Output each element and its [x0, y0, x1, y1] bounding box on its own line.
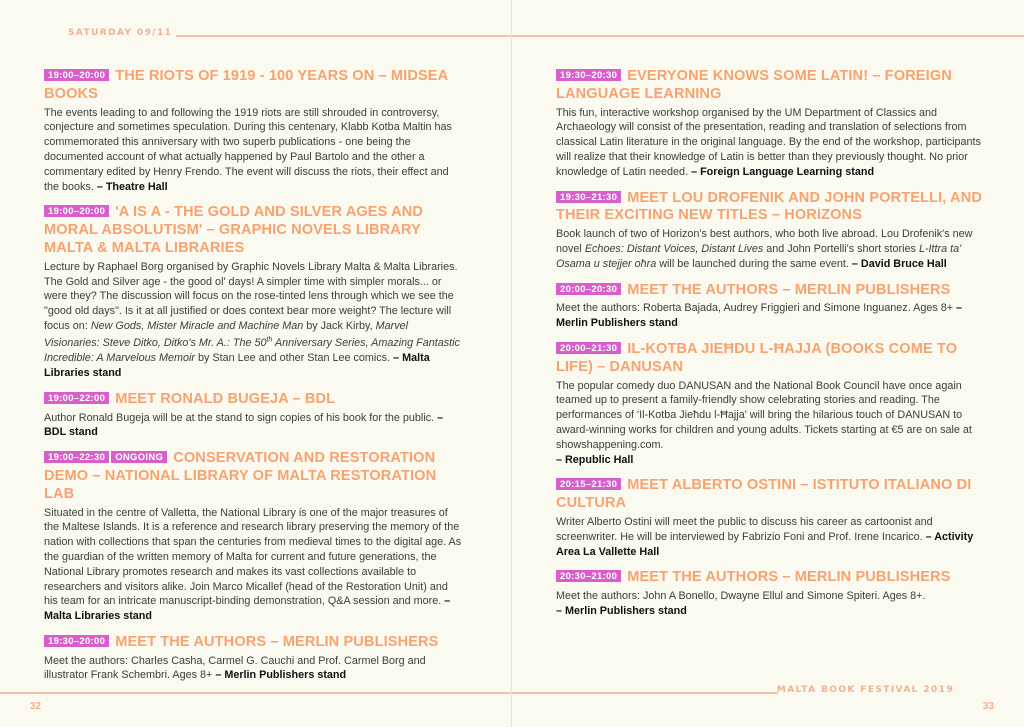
time-badge: 19:30–21:30 — [556, 191, 621, 203]
event-drofenik-portelli — [556, 190, 992, 272]
event-description: Book launch of two of Horizon's best authors, who both live abroad. Lou Drofenik's new novel Echoes: Distant Voices, Distant Lives and John Portelli's short stories L-Ittra ta' Osama u stejjer oħra will be launched during the same event. – David Bruce Hall — [556, 228, 973, 270]
event-ronald-bugeja — [44, 391, 464, 440]
event-description: Meet the authors: John A Bonello, Dwayne Ellul and Simone Spiteri. Ages 8+. – Merlin Publishers stand — [556, 590, 926, 617]
bottom-rule — [0, 692, 512, 694]
event-venue: – Malta Libraries stand — [44, 595, 451, 623]
event-description: Situated in the centre of Valletta, the National Library is one of the major treasures of the Maltese Islands. It is a reference and research library preserving the memory of the nation with collections that span the centuries from medieval times to the digital age. As the guardian of the written memory of Malta for current and future generations, the National Library promotes research and makes its vast collections available to researchers and visitors alike. Join Marco Micallef (head of the Restoration Unit) and his team for an intricate manuscript-binding demonstration, Q&A session and more. – Malta Libraries stand — [44, 506, 462, 623]
event-description: The events leading to and following the 1919 riots are still shrouded in controversy, conjecture and sometimes speculation. During this centenary, Klabb Kotba Maltin has commemorated this anniversary with two superb publications - one being the documented account of what actually happened by Paul Bartolo and the other a commentary edited by Henry Frendo. The event will discuss the riots, their effect and the books. – Theatre Hall — [44, 106, 452, 193]
event-heading — [44, 634, 464, 652]
book-title: L-Ittra ta' Osama u stejjer oħra — [556, 242, 962, 270]
book-title: New Gods, Mister Miracle and Machine Man — [90, 319, 304, 332]
event-venue: – BDL stand — [44, 411, 444, 439]
page-number: 32 — [30, 701, 42, 712]
book-title: Echoes: Distant Voices, Distant Lives — [584, 242, 764, 255]
event-title: MEET RONALD BUGEJA – BDL — [115, 390, 336, 407]
top-rule — [512, 35, 1024, 37]
right-page — [512, 0, 1024, 727]
event-heading — [556, 190, 992, 226]
event-venue: – David Bruce Hall — [851, 257, 947, 270]
top-rule — [176, 35, 512, 37]
time-badge: 20:00–21:30 — [556, 342, 621, 354]
event-description: Meet the authors: Roberta Bajada, Audrey Friggieri and Simone Inguanez. Ages 8+ – Merlin Publishers stand — [556, 302, 963, 330]
event-title: 'A IS A - THE GOLD AND SILVER AGES AND MORAL ABSOLUTISM' – GRAPHIC NOVELS LIBRARY MALTA & MALTA LIBRARIES — [44, 204, 423, 256]
event-venue: – Theatre Hall — [96, 180, 168, 193]
event-venue: – Merlin Publishers stand — [556, 604, 687, 617]
event-riots-1919 — [44, 68, 464, 194]
event-title: MEET THE AUTHORS – MERLIN PUBLISHERS — [115, 633, 439, 650]
event-heading — [556, 282, 992, 300]
event-venue: – Republic Hall — [556, 453, 634, 466]
event-gold-silver-ages — [44, 204, 464, 380]
event-alberto-ostini — [556, 477, 992, 559]
event-description: Writer Alberto Ostini will meet the public to discuss his career as cartoonist and screenwriter. He will be interviewed by Fabrizio Foni and Prof. Irene Incarico. – Activity Area La Vallette Hall — [556, 515, 974, 558]
event-venue: – Foreign Language Learning stand — [691, 165, 875, 178]
left-column — [44, 68, 464, 693]
event-latin-workshop — [556, 68, 992, 180]
event-heading — [556, 341, 992, 377]
day-label: SATURDAY 09/11 — [68, 28, 173, 38]
time-badge: 19:00–20:00 — [44, 69, 109, 81]
event-title: MEET LOU DROFENIK AND JOHN PORTELLI, AND THEIR EXCITING NEW TITLES – HORIZONS — [556, 189, 982, 224]
time-badge: 19:00–22:00 — [44, 392, 109, 404]
page-number: 33 — [982, 701, 994, 712]
event-title: MEET THE AUTHORS – MERLIN PUBLISHERS — [627, 569, 951, 586]
book-title: Marvel Visionaries: Steve Ditko, Ditko's Mr. A.: The 50th Anniversary Series, Amazing Fantastic Incredible: A Marvelous Memoir — [44, 319, 460, 365]
event-description: Author Ronald Bugeja will be at the stand to sign copies of his book for the public. – BDL stand — [44, 411, 444, 439]
event-title: CONSERVATION AND RESTORATION DEMO – NATIONAL LIBRARY OF MALTA RESTORATION LAB — [44, 450, 437, 502]
event-merlin-authors-2000 — [556, 282, 992, 331]
event-danusan — [556, 341, 992, 467]
event-venue: – Merlin Publishers stand — [215, 669, 347, 682]
event-description: Meet the authors: Charles Casha, Carmel G. Cauchi and Prof. Carmel Borg and illustrator Frank Schembri. Ages 8+ – Merlin Publishers stand — [44, 654, 426, 682]
event-heading — [44, 68, 464, 104]
event-merlin-authors-2030 — [556, 569, 992, 618]
event-description: The popular comedy duo DANUSAN and the National Book Council have once again teamed up to present a family-friendly show celebrating stories and reading. The performances of 'Il-Kotba Jieħdu l-Ħajja' will bring the hilarious touch of DANUSAN to award-winning works for children and young adults. Tickets starting at €5 are on sale at showshappening.com. – Republic Hall — [556, 379, 972, 466]
event-merlin-authors-1930 — [44, 634, 464, 683]
event-heading — [44, 204, 464, 257]
event-description: Lecture by Raphael Borg organised by Graphic Novels Library Malta & Malta Libraries. The Gold and Silver age - the good ol' days! A simpler time with simpler morals... or were they? The discussion will focus on the rose-tinted lens through which we see the "good old days". Is it at all justified or does context bear more weight? The lecture will focus on: New Gods, Mister Miracle and Machine Man by Jack Kirby, Marvel Visionaries: Steve Ditko, Ditko's Mr. A.: The 50th Anniversary Series, Amazing Fantastic Incredible: A Marvelous Memoir by Stan Lee and other Stan Lee comics. – Malta Libraries stand — [44, 260, 460, 379]
event-conservation-demo — [44, 450, 464, 624]
event-heading — [44, 450, 464, 503]
time-badge: 20:30–21:00 — [556, 570, 621, 582]
event-heading — [556, 569, 992, 587]
festival-label: MALTA BOOK FESTIVAL 2019 — [776, 685, 954, 695]
event-title: IL-KOTBA JIEĦDU L-ĦAJJA (BOOKS COME TO LIFE) – DANUSAN — [556, 340, 958, 375]
event-title: EVERYONE KNOWS SOME LATIN! – FOREIGN LANGUAGE LEARNING — [556, 68, 952, 102]
event-description: This fun, interactive workshop organised by the UM Department of Classics and Archaeology will consist of the presentation, reading and translation of selections from classical Latin literature in the original language. By the end of the workshop, participants will realize that their knowledge of Latin is better than they previously thought. No prior knowledge of Latin needed. – Foreign Language Learning stand — [556, 106, 981, 178]
event-heading — [556, 477, 992, 513]
time-badge: 19:00–20:00 — [44, 205, 109, 217]
event-venue: – Merlin Publishers stand — [556, 302, 963, 330]
time-badge: 20:00–20:30 — [556, 283, 621, 295]
event-title: MEET ALBERTO OSTINI – ISTITUTO ITALIANO DI CULTURA — [556, 477, 972, 512]
time-badge: 19:00–22:30 — [44, 451, 109, 463]
event-venue: – Malta Libraries stand — [44, 352, 430, 379]
time-badge: 19:30–20:30 — [556, 69, 621, 81]
event-heading — [556, 68, 992, 104]
bottom-rule — [512, 692, 778, 694]
event-title: THE RIOTS OF 1919 - 100 YEARS ON – MIDSEA BOOKS — [44, 68, 448, 102]
time-badge: 19:30–20:00 — [44, 635, 109, 647]
ongoing-badge: ONGOING — [110, 451, 167, 463]
time-badge: 20:15–21:30 — [556, 478, 621, 490]
event-heading — [44, 391, 464, 409]
event-title: MEET THE AUTHORS – MERLIN PUBLISHERS — [627, 281, 951, 298]
event-venue: – Activity Area La Vallette Hall — [556, 530, 974, 558]
right-column — [556, 68, 992, 629]
